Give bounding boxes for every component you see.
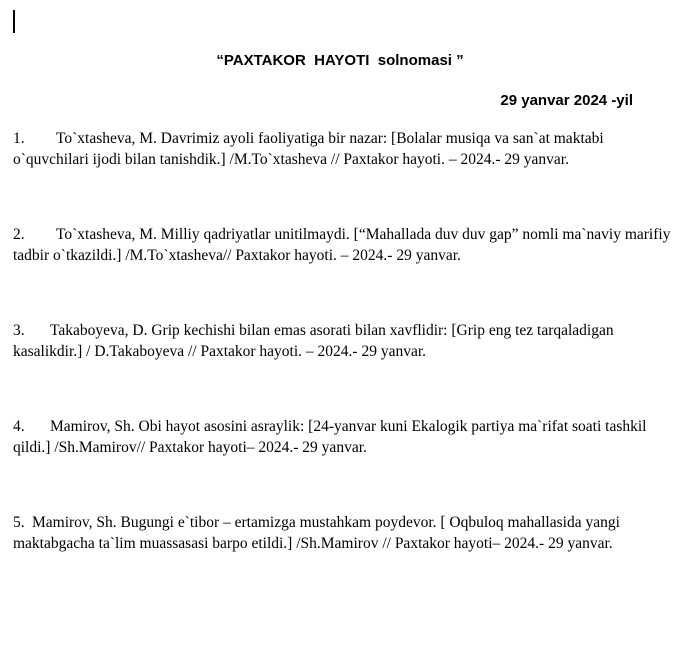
entry-number: 3. xyxy=(13,322,25,339)
document-date: 29 yanvar 2024 -yil xyxy=(500,92,633,109)
entry-text: Takaboyeva, D. Grip kechishi bilan emas asorati bilan xavflidir: [Grip eng tez tarqaladigan kasalikdir.] / D.Takaboyeva // Paxtakor hayoti. – 2024.- 29 yanvar. xyxy=(13,322,614,360)
bibliography-entry xyxy=(13,512,673,554)
entry-text: Mamirov, Sh. Obi hayot asosini asraylik: [24-yanvar kuni Ekalogik partiya ma`rifat soati tashkil qildi.] /Sh.Mamirov// Paxtakor hayoti– 2024.- 29 yanvar. xyxy=(13,418,647,456)
entry-text: Mamirov, Sh. Bugungi e`tibor – ertamizga mustahkam poydevor. [ Oqbuloq mahallasida yangi maktabgacha ta`lim muassasasi barpo etildi.] /Sh.Mamirov // Paxtakor hayoti– 2024.- 29 yanvar. xyxy=(13,514,620,552)
entry-number: 4. xyxy=(13,418,25,435)
entry-text: To`xtasheva, M. Milliy qadriyatlar unitilmaydi. [“Mahallada duv duv gap” nomli ma`naviy marifiy tadbir o`tkazildi.] /M.To`xtasheva// Paxtakor hayoti. – 2024.- 29 yanvar. xyxy=(13,226,671,264)
bibliography-entry xyxy=(13,224,673,266)
bibliography-entry xyxy=(13,128,673,170)
entry-number: 2. xyxy=(13,226,25,243)
bibliography-list xyxy=(13,128,673,608)
bibliography-entry xyxy=(13,416,673,458)
entry-number: 1. xyxy=(13,130,25,147)
entry-number: 5. xyxy=(13,514,25,531)
text-cursor xyxy=(13,10,15,33)
entry-text: To`xtasheva, M. Davrimiz ayoli faoliyatiga bir nazar: [Bolalar musiqa va san`at maktabi o`quvchilari ijodi bilan tanishdik.] /M.To`xtasheva // Paxtakor hayoti. – 2024.- 29 yanvar. xyxy=(13,130,604,168)
document-title: “PAXTAKOR HAYOTI solnomasi ” xyxy=(216,52,464,69)
bibliography-entry xyxy=(13,320,673,362)
